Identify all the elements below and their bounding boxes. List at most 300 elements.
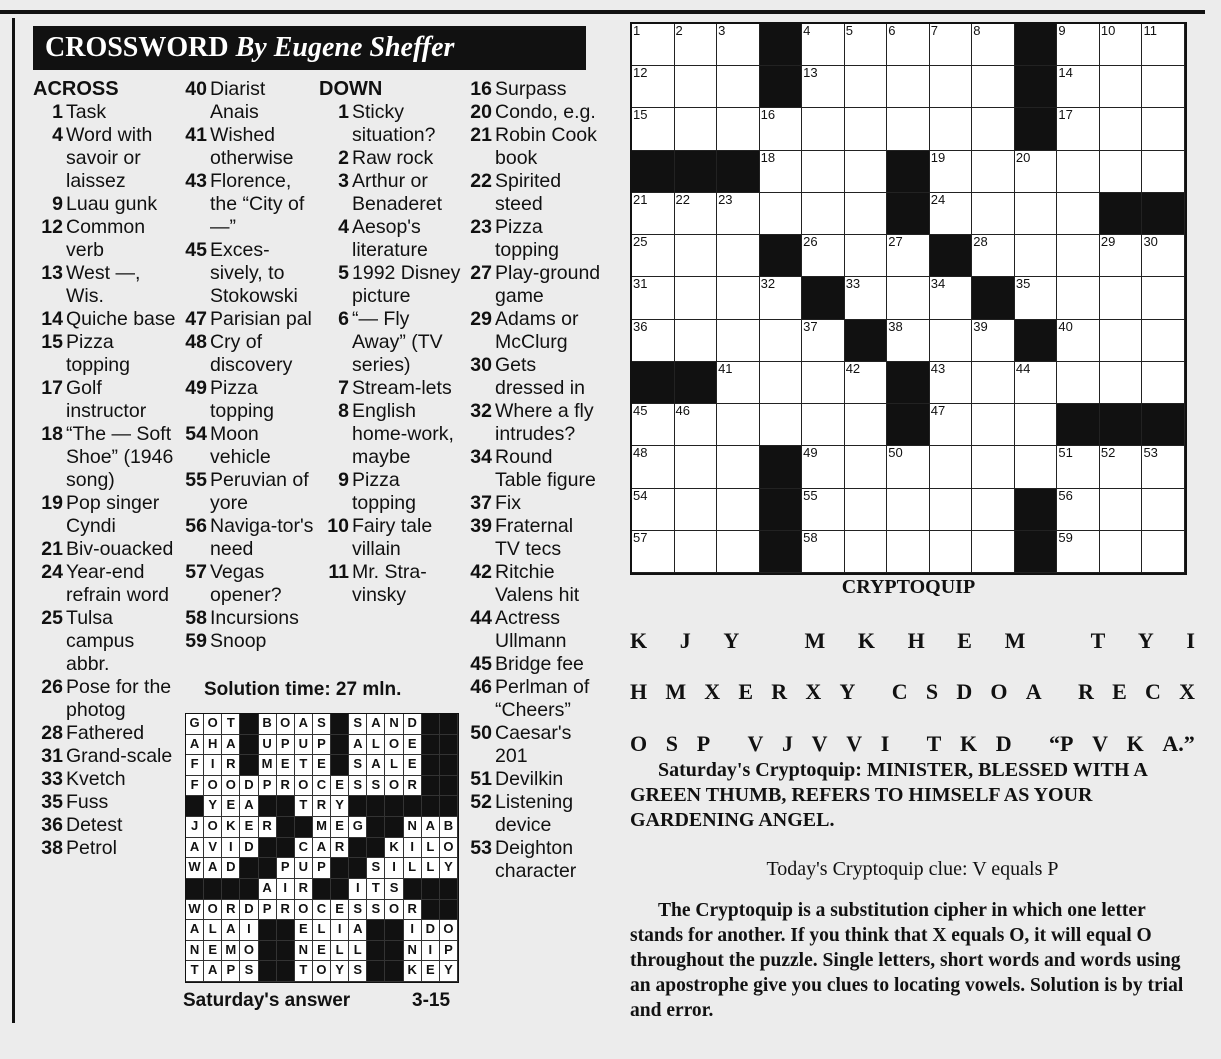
answer-cell: N — [404, 941, 422, 962]
grid-cell[interactable] — [802, 193, 845, 235]
grid-cell[interactable] — [1100, 531, 1143, 573]
grid-cell[interactable] — [972, 404, 1015, 446]
answer-cell: L — [367, 735, 385, 756]
grid-cell[interactable] — [1100, 320, 1143, 362]
clue-text: Luau gunk — [66, 193, 158, 215]
grid-cell[interactable] — [1142, 108, 1185, 150]
grid-cell[interactable] — [717, 404, 760, 446]
grid-cell[interactable] — [675, 320, 718, 362]
grid-cell[interactable] — [632, 489, 675, 531]
grid-cell[interactable] — [1100, 446, 1143, 488]
clue-text: Caesar's 201 — [495, 722, 572, 767]
answer-block — [422, 776, 440, 797]
grid-cell[interactable] — [632, 320, 675, 362]
grid-cell[interactable] — [1057, 66, 1100, 108]
grid-cell[interactable] — [930, 66, 973, 108]
answer-cell: I — [422, 941, 440, 962]
clue-item — [462, 607, 602, 653]
answer-block — [186, 796, 204, 817]
grid-cell[interactable] — [675, 531, 718, 573]
cipher-letter: A.” — [1162, 731, 1195, 756]
crossword-grid — [630, 22, 1187, 575]
answer-cell: F — [186, 776, 204, 797]
cipher-letter: J — [782, 731, 793, 756]
grid-cell[interactable] — [972, 151, 1015, 193]
answer-cell: Y — [331, 796, 349, 817]
answer-cell: U — [295, 735, 313, 756]
grid-cell[interactable] — [802, 446, 845, 488]
grid-cell[interactable] — [717, 235, 760, 277]
grid-cell[interactable] — [972, 446, 1015, 488]
cipher-letter: H — [630, 679, 648, 704]
clue-item — [33, 561, 181, 607]
clue-item — [33, 101, 181, 124]
clue-item — [462, 492, 602, 515]
clue-number: 21 — [470, 124, 492, 146]
grid-number: 57 — [633, 529, 648, 545]
grid-number: 1 — [633, 23, 641, 38]
answer-cell: H — [204, 735, 222, 756]
grid-cell[interactable] — [675, 404, 718, 446]
grid-cell[interactable] — [930, 108, 973, 150]
grid-number: 9 — [1058, 23, 1066, 38]
grid-cell[interactable] — [717, 489, 760, 531]
clue-text: West —, Wis. — [66, 262, 141, 307]
grid-number: 45 — [633, 403, 648, 419]
grid-cell[interactable] — [760, 320, 803, 362]
grid-cell[interactable] — [802, 108, 845, 150]
grid-cell[interactable] — [887, 66, 930, 108]
grid-cell[interactable] — [972, 362, 1015, 404]
grid-cell[interactable] — [675, 193, 718, 235]
grid-cell[interactable] — [1142, 362, 1185, 404]
answer-cell: A — [422, 817, 440, 838]
answer-block — [331, 735, 349, 756]
grid-cell[interactable] — [1142, 235, 1185, 277]
clue-text: Pizza topping — [352, 469, 416, 514]
clue-number: 37 — [470, 492, 492, 514]
answer-cell: W — [186, 900, 204, 921]
grid-cell[interactable] — [1057, 24, 1100, 66]
answer-cell: Y — [440, 961, 458, 982]
grid-cell[interactable] — [845, 108, 888, 150]
clue-item — [33, 607, 181, 676]
answer-cell: N — [295, 941, 313, 962]
grid-cell[interactable] — [1057, 489, 1100, 531]
grid-cell[interactable] — [1057, 108, 1100, 150]
crossword-title: CROSSWORD — [45, 32, 229, 63]
grid-cell[interactable] — [930, 446, 973, 488]
grid-cell[interactable] — [1057, 320, 1100, 362]
clue-item — [177, 561, 317, 607]
answer-block — [240, 755, 258, 776]
grid-cell[interactable] — [1015, 446, 1058, 488]
grid-cell[interactable] — [887, 24, 930, 66]
grid-cell[interactable] — [930, 320, 973, 362]
grid-cell[interactable] — [887, 446, 930, 488]
grid-cell[interactable] — [845, 151, 888, 193]
grid-cell[interactable] — [845, 404, 888, 446]
cipher-letter: T — [926, 731, 942, 756]
grid-cell[interactable] — [1015, 193, 1058, 235]
grid-cell[interactable] — [632, 277, 675, 319]
grid-cell[interactable] — [717, 277, 760, 319]
clue-item — [319, 147, 463, 170]
grid-cell[interactable] — [1100, 489, 1143, 531]
answer-cell: Y — [440, 858, 458, 879]
clue-text: Diarist Anais — [210, 78, 266, 123]
answer-block — [367, 961, 385, 982]
clue-item — [177, 170, 317, 239]
grid-cell[interactable] — [845, 362, 888, 404]
grid-cell[interactable] — [675, 108, 718, 150]
answer-cell: A — [367, 755, 385, 776]
clue-number: 43 — [185, 170, 207, 192]
answer-block — [240, 858, 258, 879]
grid-cell[interactable] — [845, 235, 888, 277]
grid-cell[interactable] — [930, 24, 973, 66]
grid-cell[interactable] — [972, 531, 1015, 573]
grid-cell[interactable] — [1100, 66, 1143, 108]
answer-cell: L — [422, 858, 440, 879]
grid-number: 18 — [760, 149, 776, 165]
grid-cell[interactable] — [972, 24, 1015, 66]
grid-cell[interactable] — [632, 193, 675, 235]
grid-number: 54 — [633, 487, 648, 503]
clue-item — [177, 607, 317, 630]
grid-cell[interactable] — [632, 446, 675, 488]
grid-cell[interactable] — [930, 193, 973, 235]
grid-cell[interactable] — [1142, 66, 1185, 108]
clue-item — [177, 469, 317, 515]
grid-cell[interactable] — [802, 362, 845, 404]
answer-block — [385, 941, 403, 962]
grid-cell[interactable] — [717, 24, 760, 66]
clue-number: 3 — [338, 170, 349, 192]
answer-cell: D — [222, 858, 240, 879]
clue-number: 46 — [470, 676, 492, 698]
clue-item — [319, 216, 463, 262]
left-rule — [12, 18, 15, 1023]
grid-cell[interactable] — [845, 446, 888, 488]
answer-cell: A — [222, 920, 240, 941]
clue-item — [319, 308, 463, 377]
grid-cell[interactable] — [802, 151, 845, 193]
grid-cell[interactable] — [1142, 277, 1185, 319]
answer-cell: S — [313, 714, 331, 735]
answer-cell: R — [259, 817, 277, 838]
grid-block — [887, 362, 930, 404]
answer-cell: A — [349, 735, 367, 756]
grid-block — [887, 404, 930, 446]
answer-grid — [185, 713, 459, 983]
grid-cell[interactable] — [1015, 362, 1058, 404]
grid-cell[interactable] — [760, 193, 803, 235]
answer-cell: R — [295, 879, 313, 900]
grid-cell[interactable] — [1142, 320, 1185, 362]
grid-cell[interactable] — [887, 108, 930, 150]
grid-number: 24 — [930, 191, 946, 207]
answer-cell: O — [385, 735, 403, 756]
grid-cell[interactable] — [1100, 24, 1143, 66]
clue-text: “The — Soft Shoe” (1946 song) — [66, 423, 174, 491]
grid-cell[interactable] — [1100, 151, 1143, 193]
grid-cell[interactable] — [972, 193, 1015, 235]
grid-cell[interactable] — [1057, 277, 1100, 319]
grid-cell[interactable] — [845, 24, 888, 66]
answer-cell: O — [313, 961, 331, 982]
grid-cell[interactable] — [1100, 235, 1143, 277]
grid-block — [1100, 193, 1143, 235]
grid-cell[interactable] — [1057, 531, 1100, 573]
grid-cell[interactable] — [887, 235, 930, 277]
clue-number: 50 — [470, 722, 492, 744]
grid-cell[interactable] — [632, 24, 675, 66]
answer-block — [259, 941, 277, 962]
grid-cell[interactable] — [1015, 235, 1058, 277]
grid-block — [972, 277, 1015, 319]
grid-cell[interactable] — [845, 277, 888, 319]
grid-cell[interactable] — [632, 108, 675, 150]
grid-cell[interactable] — [717, 320, 760, 362]
cipher-letter: O — [990, 679, 1008, 704]
clue-number: 15 — [41, 331, 63, 353]
clue-item — [462, 768, 602, 791]
grid-cell[interactable] — [632, 404, 675, 446]
grid-number: 29 — [1100, 234, 1116, 250]
answer-cell: T — [367, 879, 385, 900]
answer-block — [277, 961, 295, 982]
cipher-letter: O — [630, 731, 648, 756]
grid-number: 44 — [1015, 360, 1031, 376]
clue-item — [462, 653, 602, 676]
saturday-cryptoquip: Saturday's Cryptoquip: MINISTER, BLESSED WITH A GREEN THUMB, REFERS TO HIMSELF AS YOUR GARDENING ANGEL. — [630, 759, 1147, 831]
clue-item — [319, 262, 463, 308]
clue-text: Perlman of “Cheers” — [495, 676, 590, 721]
answer-cell: M — [313, 817, 331, 838]
grid-cell[interactable] — [632, 235, 675, 277]
cipher-letter: M — [1004, 628, 1026, 653]
grid-cell[interactable] — [675, 24, 718, 66]
clue-number: 45 — [185, 239, 207, 261]
grid-cell[interactable] — [845, 531, 888, 573]
answer-block — [404, 879, 422, 900]
cipher-letter: C — [1145, 679, 1161, 704]
clue-number: 47 — [185, 308, 207, 330]
clue-item — [462, 676, 602, 722]
answer-cell: C — [313, 776, 331, 797]
grid-cell[interactable] — [1100, 362, 1143, 404]
grid-cell[interactable] — [930, 489, 973, 531]
grid-cell[interactable] — [675, 66, 718, 108]
grid-cell[interactable] — [972, 66, 1015, 108]
clue-item — [462, 515, 602, 561]
grid-cell[interactable] — [1057, 362, 1100, 404]
grid-cell[interactable] — [930, 531, 973, 573]
grid-cell[interactable] — [675, 235, 718, 277]
answer-block — [385, 796, 403, 817]
cryptoquip-explanation: The Cryptoquip is a substitution cipher in which one letter stands for another. If you think that X equals O, it will equal O throughout the puzzle. Single letters, short words and words using an apostrophe give you clues to locating vowels. Solution is by trial and error. — [630, 900, 1184, 1021]
grid-cell[interactable] — [802, 404, 845, 446]
grid-cell[interactable] — [760, 108, 803, 150]
answer-cell: C — [313, 900, 331, 921]
grid-cell[interactable] — [802, 320, 845, 362]
answer-cell: A — [222, 735, 240, 756]
answer-cell: P — [313, 858, 331, 879]
grid-cell[interactable] — [972, 489, 1015, 531]
grid-cell[interactable] — [717, 66, 760, 108]
grid-cell[interactable] — [717, 108, 760, 150]
cryptoquip-line-1 — [630, 627, 1195, 655]
grid-cell[interactable] — [845, 193, 888, 235]
clue-item — [462, 170, 602, 216]
answer-cell: G — [349, 817, 367, 838]
grid-cell[interactable] — [845, 489, 888, 531]
grid-cell[interactable] — [1057, 193, 1100, 235]
grid-cell[interactable] — [1015, 151, 1058, 193]
grid-cell[interactable] — [675, 489, 718, 531]
grid-cell[interactable] — [972, 108, 1015, 150]
answer-cell: A — [240, 796, 258, 817]
grid-cell[interactable] — [1057, 151, 1100, 193]
answer-cell: L — [422, 838, 440, 859]
clue-item — [33, 262, 181, 308]
clue-item — [319, 515, 463, 561]
crossword-banner — [33, 26, 586, 70]
grid-cell[interactable] — [1142, 489, 1185, 531]
answer-cell: P — [440, 941, 458, 962]
grid-cell[interactable] — [717, 362, 760, 404]
grid-cell[interactable] — [1015, 404, 1058, 446]
grid-cell[interactable] — [887, 489, 930, 531]
clue-number: 45 — [470, 653, 492, 675]
grid-cell[interactable] — [760, 362, 803, 404]
clue-number: 4 — [52, 124, 63, 146]
grid-cell[interactable] — [1142, 151, 1185, 193]
clue-item — [462, 837, 602, 883]
grid-cell[interactable] — [760, 404, 803, 446]
grid-cell[interactable] — [887, 531, 930, 573]
grid-block — [1100, 404, 1143, 446]
clue-number: 57 — [185, 561, 207, 583]
grid-cell[interactable] — [717, 446, 760, 488]
grid-cell[interactable] — [930, 362, 973, 404]
grid-cell[interactable] — [930, 277, 973, 319]
clue-text: Condo, e.g. — [495, 101, 596, 123]
grid-cell[interactable] — [760, 277, 803, 319]
grid-cell[interactable] — [972, 320, 1015, 362]
grid-number: 17 — [1058, 107, 1073, 123]
grid-cell[interactable] — [887, 320, 930, 362]
grid-cell[interactable] — [1142, 446, 1185, 488]
grid-cell[interactable] — [802, 24, 845, 66]
answer-cell: O — [222, 776, 240, 797]
grid-block — [1015, 66, 1058, 108]
grid-cell[interactable] — [675, 446, 718, 488]
clue-text: Naviga-tor's need — [210, 515, 314, 560]
answer-cell: T — [222, 714, 240, 735]
clue-number: 12 — [41, 216, 63, 238]
grid-cell[interactable] — [887, 277, 930, 319]
grid-cell[interactable] — [1142, 24, 1185, 66]
answer-cell: I — [204, 755, 222, 776]
clue-number: 26 — [41, 676, 63, 698]
answer-block — [240, 879, 258, 900]
clue-number: 11 — [328, 561, 349, 583]
grid-cell[interactable] — [1100, 108, 1143, 150]
answer-cell: P — [277, 735, 295, 756]
clue-text: Fix — [495, 492, 521, 514]
grid-cell[interactable] — [845, 66, 888, 108]
grid-block — [1142, 404, 1185, 446]
grid-cell[interactable] — [632, 66, 675, 108]
grid-cell[interactable] — [1100, 277, 1143, 319]
grid-cell[interactable] — [802, 66, 845, 108]
cipher-letter: V — [747, 731, 764, 756]
grid-cell[interactable] — [717, 531, 760, 573]
grid-number: 14 — [1058, 65, 1073, 81]
grid-cell[interactable] — [802, 489, 845, 531]
clue-item — [33, 124, 181, 193]
grid-cell[interactable] — [717, 193, 760, 235]
grid-cell[interactable] — [802, 235, 845, 277]
grid-number: 3 — [718, 23, 726, 38]
grid-cell[interactable] — [632, 531, 675, 573]
grid-block — [1142, 193, 1185, 235]
answer-cell: S — [367, 858, 385, 879]
clue-number: 27 — [470, 262, 492, 284]
clue-number: 19 — [41, 492, 63, 514]
clue-number: 18 — [41, 423, 63, 445]
grid-number: 30 — [1143, 234, 1158, 250]
clue-text: Detest — [66, 814, 123, 836]
cipher-letter: I — [1186, 628, 1195, 653]
clue-text: Mr. Stra-vinsky — [352, 561, 427, 606]
grid-cell[interactable] — [802, 531, 845, 573]
grid-cell[interactable] — [972, 235, 1015, 277]
answer-cell: E — [404, 735, 422, 756]
clue-item — [33, 676, 181, 722]
grid-cell[interactable] — [1057, 446, 1100, 488]
answer-cell: E — [331, 776, 349, 797]
answer-block — [367, 941, 385, 962]
cipher-letter: S — [925, 679, 939, 704]
grid-cell[interactable] — [675, 277, 718, 319]
answer-block — [240, 735, 258, 756]
clue-item — [33, 722, 181, 745]
answer-cell: D — [240, 838, 258, 859]
answer-block — [331, 879, 349, 900]
answer-cell: R — [404, 776, 422, 797]
clue-item — [319, 469, 463, 515]
answer-cell: E — [240, 817, 258, 838]
answer-block — [222, 879, 240, 900]
clue-number: 44 — [470, 607, 492, 629]
grid-cell[interactable] — [1142, 531, 1185, 573]
grid-number: 39 — [973, 318, 988, 334]
grid-cell[interactable] — [930, 404, 973, 446]
clue-number: 14 — [41, 308, 63, 330]
clue-text: Fuss — [66, 791, 109, 813]
grid-cell[interactable] — [1015, 277, 1058, 319]
grid-cell[interactable] — [930, 151, 973, 193]
cipher-letter: K — [1126, 731, 1144, 756]
clue-column-3 — [319, 78, 463, 607]
grid-cell[interactable] — [760, 151, 803, 193]
grid-cell[interactable] — [1057, 235, 1100, 277]
clue-text: Sticky situation? — [352, 101, 436, 146]
answer-block — [277, 920, 295, 941]
